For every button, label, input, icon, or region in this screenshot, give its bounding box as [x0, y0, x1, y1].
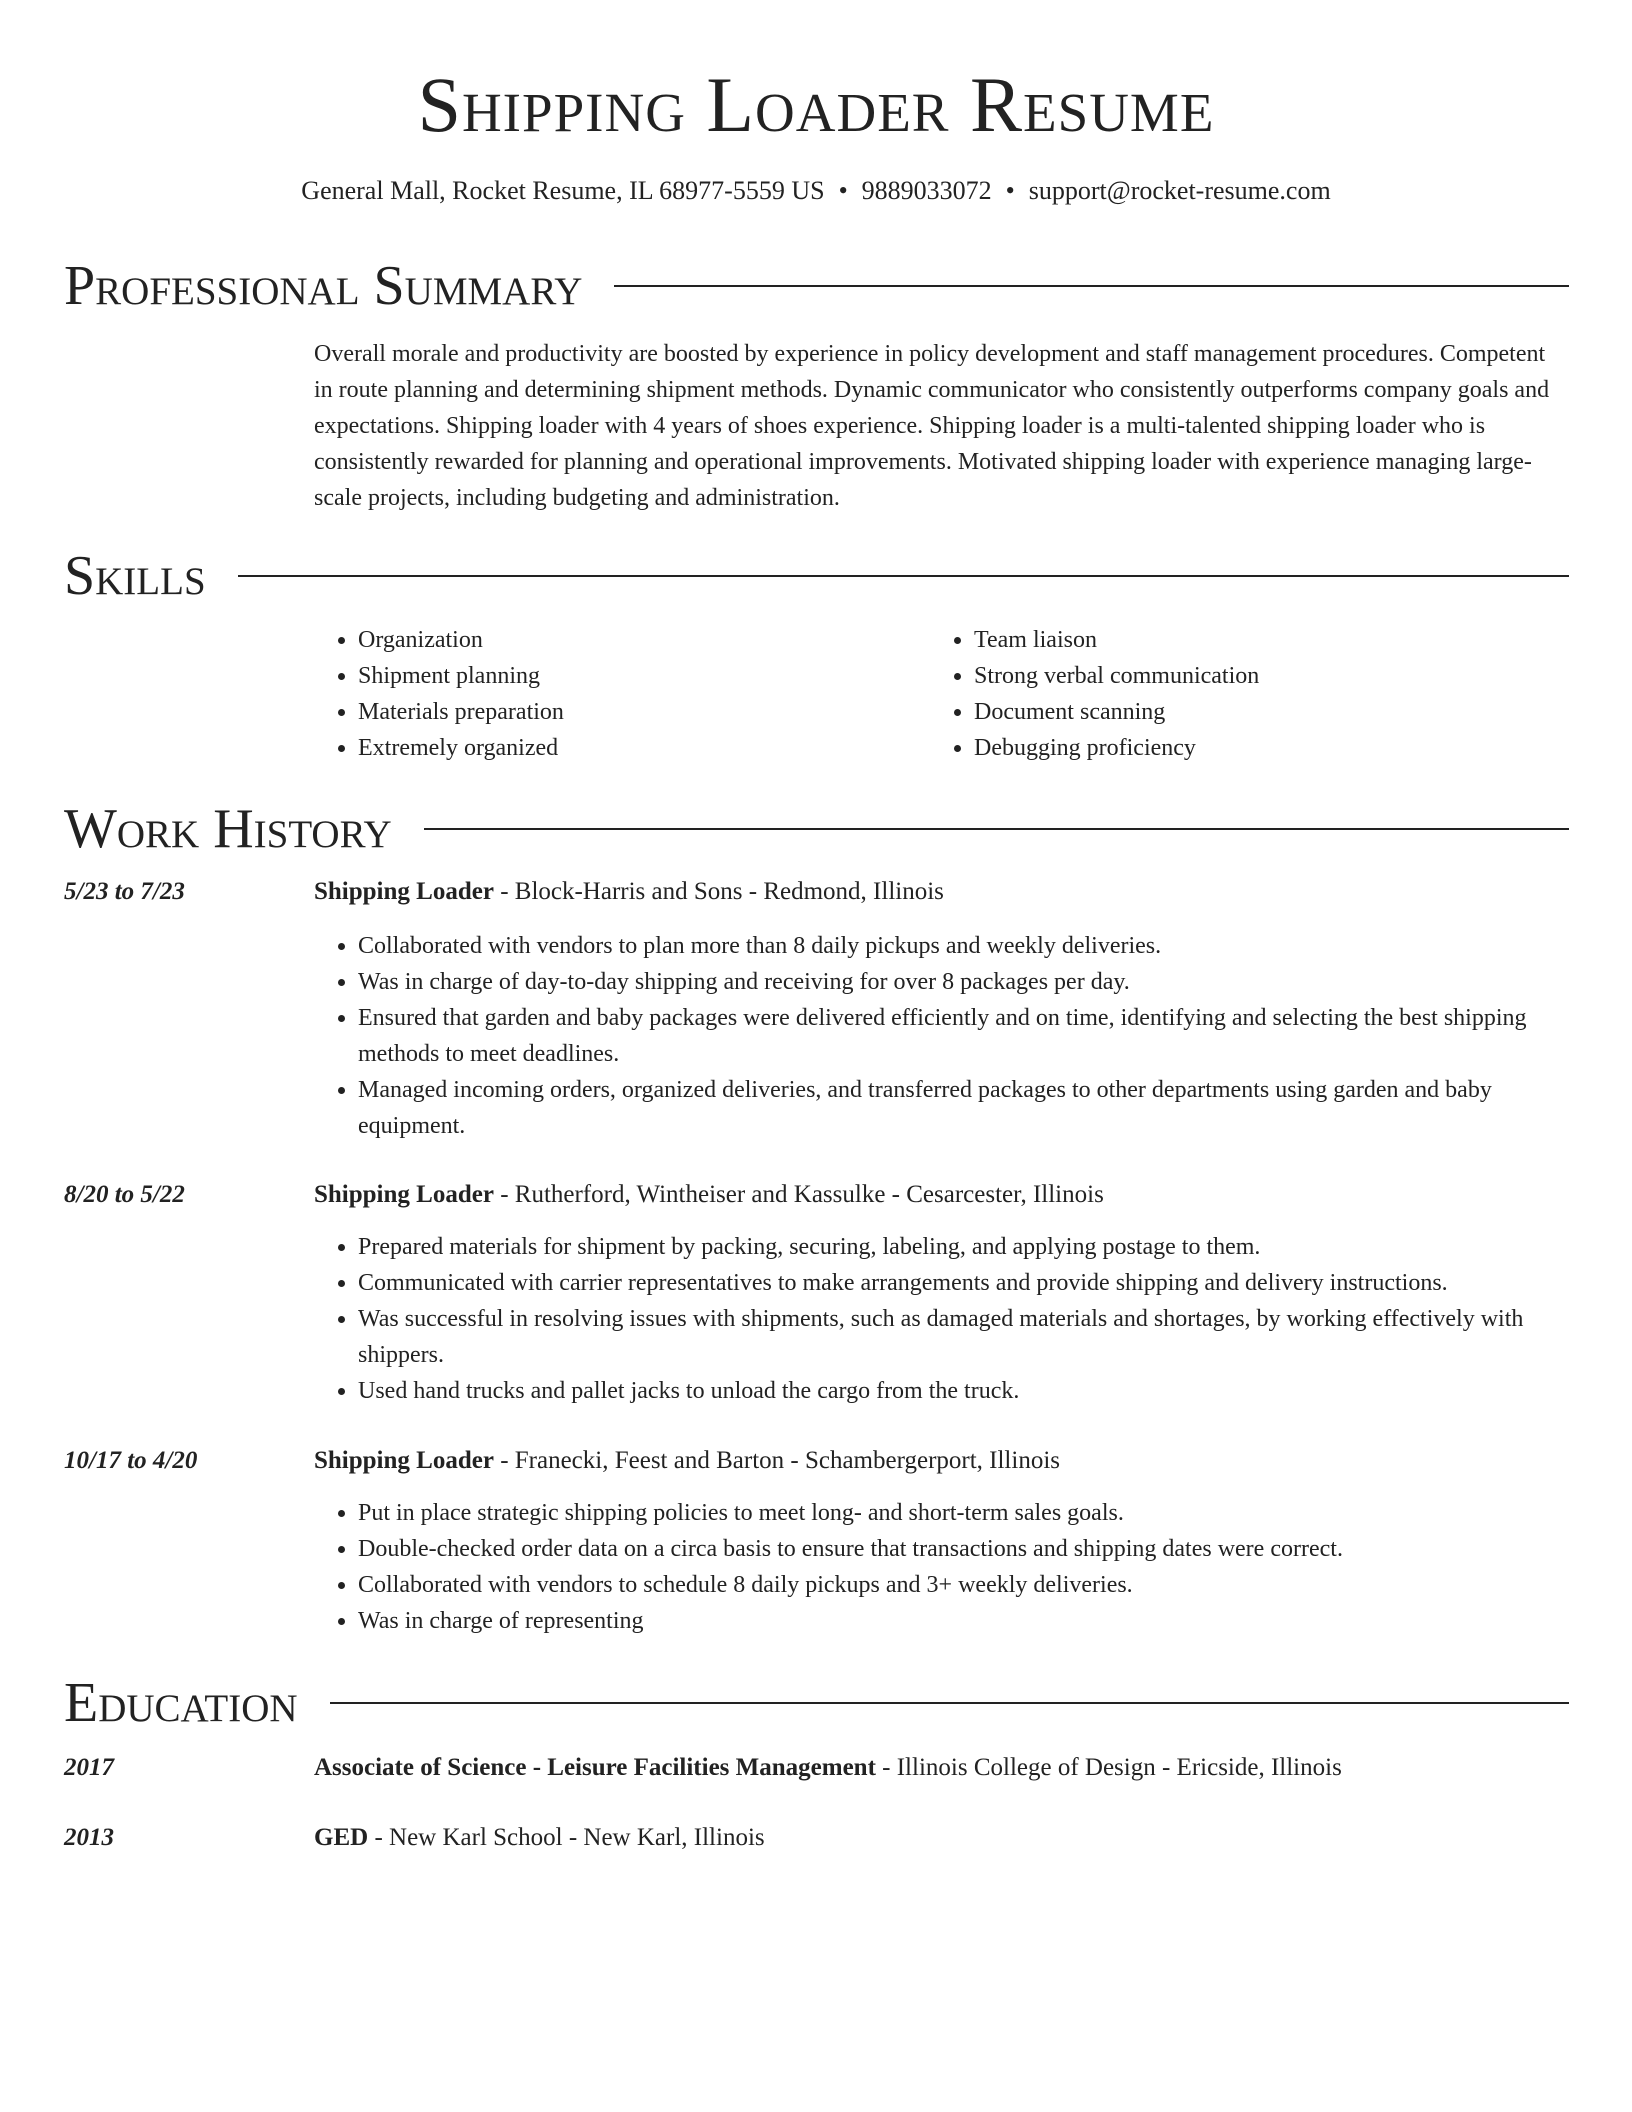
phone: 9889033072 — [861, 176, 992, 205]
education-year: 2017 — [64, 1754, 114, 1781]
job-bullet: • Was in charge of representing — [358, 1603, 1569, 1639]
job-bullet: • Was in charge of day-to-day shipping and receiving for over 8 packages per day. — [358, 964, 1569, 1000]
work-section — [64, 793, 1569, 1634]
section-title: Work History — [64, 798, 392, 860]
job-title — [314, 1177, 1569, 1213]
job-employer: - Block-Harris and Sons - Redmond, Illinois — [493, 878, 944, 905]
skill-item: • Strong verbal communication — [974, 658, 1546, 694]
section-divider — [330, 1702, 1569, 1704]
job-bullets — [314, 928, 1569, 1144]
education-section — [64, 1667, 1569, 1851]
education-degree: GED — [314, 1824, 369, 1851]
education-school: - New Karl School - New Karl, Illinois — [368, 1824, 765, 1851]
job-bullets — [314, 1229, 1569, 1409]
section-title: Skills — [64, 545, 206, 607]
skill-item: • Extremely organized — [358, 730, 930, 766]
job-employer: - Franecki, Feest and Barton - Schambergerport, Illinois — [493, 1447, 1061, 1474]
job-bullet: • Ensured that garden and baby packages were delivered efficiently and on time, identifying and selecting the best shipping methods to meet deadlines. — [358, 1000, 1569, 1072]
email: support@rocket-resume.com — [1028, 176, 1331, 205]
summary-text: Overall morale and productivity are boosted by experience in policy development and staff management procedures. Competent in route planning and determining shipment methods. Dynamic communicator who consistently outperforms company goals and expectations. Shipping loader with 4 years of shoes experience. Shipping loader is a multi-talented shipping loader who is consistently rewarded for planning and operational improvements. Motivated shipping loader with experience managing large-scale projects, including budgeting and administration. — [314, 341, 1550, 511]
job-bullet: • Collaborated with vendors to schedule 8 daily pickups and 3+ weekly deliveries. — [358, 1567, 1569, 1603]
job-bullets — [314, 1495, 1569, 1639]
education-school: - Illinois College of Design - Ericside, Illinois — [875, 1754, 1342, 1781]
skill-item: • Organization — [358, 622, 930, 658]
skills-left-list — [314, 622, 930, 766]
job-bullet: • Put in place strategic shipping policies to meet long- and short-term sales goals. — [358, 1495, 1569, 1531]
job-title — [314, 1443, 1569, 1479]
contact-line — [0, 173, 1632, 209]
section-divider — [238, 575, 1569, 577]
skills-columns — [314, 622, 1569, 766]
address: General Mall, Rocket Resume, IL 68977-5559 US — [301, 176, 825, 205]
job-role: Shipping Loader — [314, 1181, 494, 1208]
summary-heading — [64, 250, 1569, 322]
skill-item: • Document scanning — [974, 694, 1546, 730]
education-degree: Associate of Science - Leisure Facilities Management — [314, 1754, 876, 1781]
section-title: Professional Summary — [64, 255, 583, 317]
resume-title: Shipping Loader Resume — [417, 61, 1215, 148]
education-title — [314, 1820, 1569, 1856]
skill-item: • Materials preparation — [358, 694, 930, 730]
education-title — [314, 1750, 1569, 1786]
job-dates: 5/23 to 7/23 — [64, 878, 185, 905]
section-divider — [614, 285, 1569, 287]
education-year: 2013 — [64, 1824, 114, 1851]
education-heading — [64, 1667, 1569, 1739]
skills-right-list — [930, 622, 1546, 766]
skills-heading — [64, 540, 1569, 612]
section-title: Education — [64, 1672, 298, 1734]
skills-section — [64, 540, 1569, 761]
summary-section — [64, 250, 1569, 511]
section-divider — [424, 828, 1569, 830]
skill-item: • Debugging proficiency — [974, 730, 1546, 766]
job-bullet: • Was successful in resolving issues with shipments, such as damaged materials and shortages, by working effectively with shippers. — [358, 1301, 1569, 1373]
job-role: Shipping Loader — [314, 878, 494, 905]
job-employer: - Rutherford, Wintheiser and Kassulke - Cesarcester, Illinois — [493, 1181, 1104, 1208]
separator-dot: • — [1005, 176, 1015, 205]
skill-item: • Team liaison — [974, 622, 1546, 658]
skill-item: • Shipment planning — [358, 658, 930, 694]
separator-dot: • — [838, 176, 848, 205]
job-dates: 10/17 to 4/20 — [64, 1447, 198, 1474]
job-bullet: • Collaborated with vendors to plan more than 8 daily pickups and weekly deliveries. — [358, 928, 1569, 964]
job-title — [314, 874, 1569, 910]
work-heading — [64, 793, 1569, 865]
job-dates: 8/20 to 5/22 — [64, 1181, 185, 1208]
job-bullet: • Used hand trucks and pallet jacks to unload the cargo from the truck. — [358, 1373, 1569, 1409]
job-bullet: • Prepared materials for shipment by packing, securing, labeling, and applying postage to them. — [358, 1229, 1569, 1265]
job-bullet: • Communicated with carrier representatives to make arrangements and provide shipping and delivery instructions. — [358, 1265, 1569, 1301]
job-bullet: • Managed incoming orders, organized deliveries, and transferred packages to other departments using garden and baby equipment. — [358, 1072, 1569, 1144]
job-bullet: • Double-checked order data on a circa basis to ensure that transactions and shipping dates were correct. — [358, 1531, 1569, 1567]
job-role: Shipping Loader — [314, 1447, 494, 1474]
